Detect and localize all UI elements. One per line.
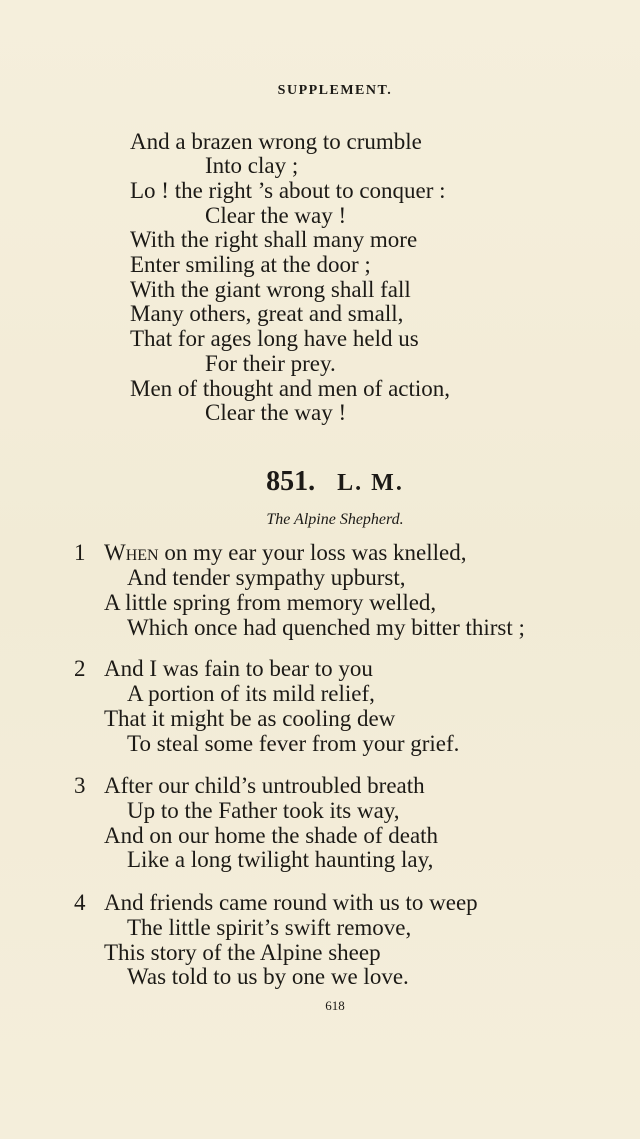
running-header: SUPPLEMENT.: [277, 83, 393, 98]
poem-line: And tender sympathy upburst,: [127, 565, 406, 590]
verse-number: 1: [74, 540, 86, 565]
verse-number: 3: [74, 773, 86, 798]
poem-line: This story of the Alpine sheep: [104, 940, 381, 965]
poem-line: And on our home the shade of death: [104, 823, 439, 848]
poem-line: Was told to us by one we love.: [127, 964, 409, 989]
hymn-number: 851.: [266, 466, 316, 497]
poem-line: And a brazen wrong to crumble: [130, 129, 422, 154]
verse-first-line: [104, 541, 466, 564]
poem-line: Like a long twilight haunting lay,: [127, 847, 434, 872]
poem-line: To steal some fever from your grief.: [127, 731, 460, 756]
poem-line: Men of thought and men of action,: [130, 376, 451, 401]
verse-first-line: And friends came round with us to weep: [104, 890, 478, 915]
poem-line: That it might be as cooling dew: [104, 706, 396, 731]
poem-line: That for ages long have held us: [130, 326, 419, 351]
page-number: 618: [325, 998, 345, 1013]
poem-line: Clear the way !: [205, 203, 347, 228]
poem-line: Clear the way !: [205, 400, 347, 425]
poem-line: With the giant wrong shall fall: [130, 277, 411, 302]
poem-line: Which once had quenched my bitter thirst ;: [127, 615, 525, 640]
verse-number: 4: [74, 890, 86, 915]
poem-line: For their prey.: [205, 351, 336, 376]
hymn-meter: L. M.: [337, 470, 404, 496]
drop-word: When: [104, 540, 159, 565]
poem-line: With the right shall many more: [130, 227, 418, 252]
poem-line: Enter smiling at the door ;: [130, 252, 371, 277]
poem-line: The little spirit’s swift remove,: [127, 915, 412, 940]
poem-line: Up to the Father took its way,: [127, 798, 400, 823]
poem-line: Many others, great and small,: [130, 301, 404, 326]
hymn-heading: [0, 466, 640, 498]
verse-first-line: And I was fain to bear to you: [104, 656, 373, 681]
hymn-title: The Alpine Shepherd.: [266, 511, 404, 528]
verse-first-line: After our child’s untroubled breath: [104, 773, 425, 798]
first-line-rest: on my ear your loss was knelled,: [158, 540, 467, 565]
poem-line: Into clay ;: [205, 153, 299, 178]
poem-line: Lo ! the right ’s about to conquer :: [130, 178, 446, 203]
poem-line: A little spring from memory welled,: [104, 590, 437, 615]
poem-line: A portion of its mild relief,: [127, 681, 375, 706]
verse-number: 2: [74, 656, 86, 681]
